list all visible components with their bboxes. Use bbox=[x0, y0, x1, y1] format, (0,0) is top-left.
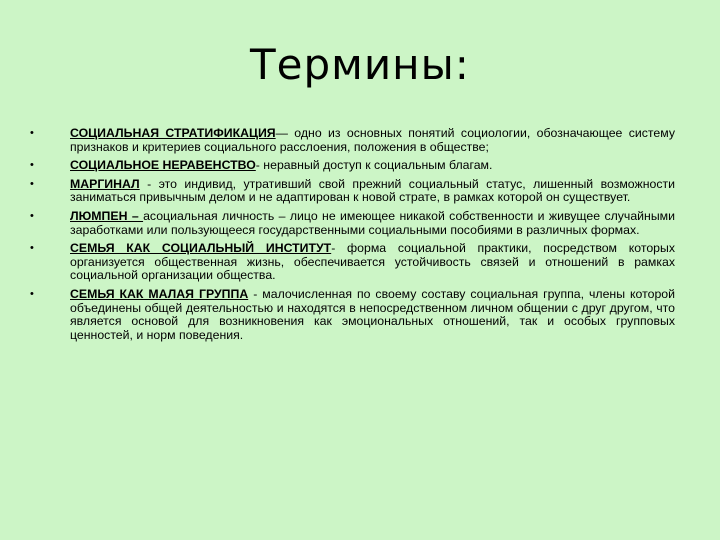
term-label: СОЦИАЛЬНАЯ СТРАТИФИКАЦИЯ bbox=[70, 126, 276, 140]
term-definition: - малочисленная по своему составу социальная группа, члены которой объединены общей деятельностью и находятся в непосредственном личном общении с друг другом, что является основой для возникновения как эмоциональных отношений, так и особых групповых ценностей, и норм поведения. bbox=[70, 286, 676, 342]
slide-title: Термины: bbox=[250, 40, 470, 89]
list-item bbox=[30, 288, 675, 342]
bullet-icon: • bbox=[30, 177, 34, 190]
bullet-icon: • bbox=[30, 287, 34, 300]
term-label: СЕМЬЯ КАК СОЦИАЛЬНЫЙ ИНСТИТУТ bbox=[70, 241, 332, 256]
term-definition: - это индивид, утративший свой прежний социальный статус, лишенный возможности заниматься привычным делом и не адаптирован к новой страте, в рамках которой он существует. bbox=[70, 176, 675, 205]
list-item bbox=[30, 178, 675, 205]
list-item bbox=[30, 159, 675, 173]
term-definition: - форма социальной практики, посредством которых организуется общественная жизнь, обеспечивается устойчивость связей и отношений в рамках социальной организации общества. bbox=[70, 241, 675, 283]
bullet-icon: • bbox=[30, 127, 34, 139]
term-label: СЕМЬЯ КАК МАЛАЯ ГРУППА bbox=[70, 286, 249, 301]
bullet-icon: • bbox=[30, 209, 34, 222]
list-item bbox=[30, 242, 675, 283]
term-label: МАРГИНАЛ bbox=[70, 176, 140, 191]
terms-list bbox=[30, 127, 675, 347]
term-definition: асоциальная личность – лицо не имеющее никакой собственности и живущее случайными заработками или пользующееся государственными социальными пособиями в различных формах. bbox=[70, 208, 675, 237]
term-definition: - неравный доступ к социальным благам. bbox=[255, 158, 493, 173]
list-item bbox=[30, 127, 675, 154]
term-definition: — одно из основных понятий социологии, обозначающее систему признаков и критериев социального расслоения, положения в обществе; bbox=[70, 126, 675, 154]
term-label: СОЦИАЛЬНОЕ НЕРАВЕНСТВО bbox=[70, 158, 256, 173]
bullet-icon: • bbox=[30, 242, 34, 255]
bullet-icon: • bbox=[30, 159, 34, 172]
term-label: ЛЮМПЕН – bbox=[70, 208, 144, 223]
list-item bbox=[30, 210, 675, 237]
